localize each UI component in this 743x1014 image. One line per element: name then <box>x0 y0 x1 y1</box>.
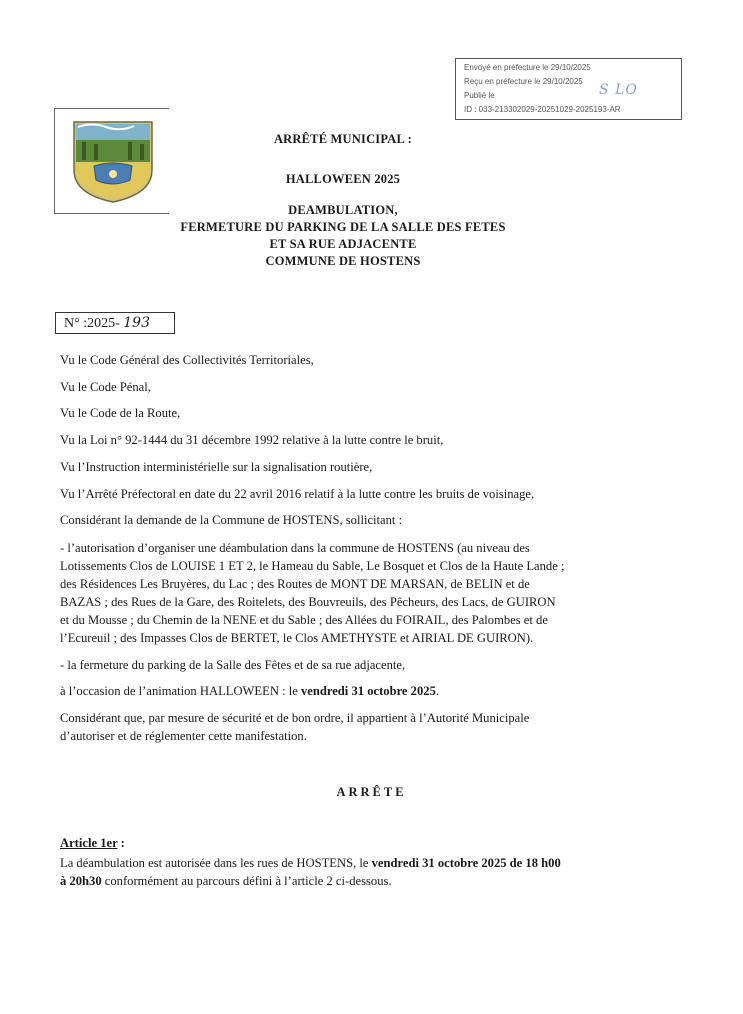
visa-cgct: Vu le Code Général des Collectivités Territoriales, <box>60 353 314 367</box>
visa-code-penal: Vu le Code Pénal, <box>60 380 151 394</box>
municipal-crest-logo <box>72 118 154 204</box>
decree-number-box <box>55 312 175 334</box>
visa-loi-bruit: Vu la Loi n° 92-1444 du 31 décembre 1992 relative à la lutte contre le bruit, <box>60 433 444 447</box>
article-1-text: La déambulation est autorisée dans les rues de HOSTENS, le <box>60 856 372 870</box>
prefecture-stamp <box>455 58 682 120</box>
request-line-1: - l’autorisation d’organiser une déambulation dans la commune de HOSTENS (au niveau des <box>60 541 530 555</box>
request-parking-closure: - la fermeture du parking de la Salle des Fêtes et de sa rue adjacente, <box>60 658 406 672</box>
considering-security-line-2: d’autoriser et de réglementer cette manifestation. <box>60 729 307 743</box>
request-line-4: BAZAS ; des Rues de la Gare, des Roitelets, des Bouvreuils, des Pêcheurs, des Lacs, de GUIRON <box>60 595 556 609</box>
stamp-id: ID : 033-213302029-20251029-2025193-AR <box>464 105 621 114</box>
visa-instruction: Vu l’Instruction interministérielle sur la signalisation routière, <box>60 460 373 474</box>
event-title: HALLOWEEN 2025 <box>285 172 401 186</box>
request-line-2: Lotissements Clos de LOUISE 1 ET 2, le Hameau du Sable, Le Bosquet et Clos de la Haute Lande ; <box>60 559 565 573</box>
request-line-5: et du Mousse ; du Chemin de la NENE et du Sable ; des Allées du FOIRAIL, des Palombes et de <box>60 613 548 627</box>
stamp-sent: Envoyé en préfecture le 29/10/2025 <box>464 63 591 72</box>
decree-number-handwritten: 193 <box>123 315 150 331</box>
article-1-date: vendredi 31 octobre 2025 de 18 h00 <box>371 856 561 870</box>
occasion-end: . <box>435 684 440 698</box>
article-1-end-time: à 20h30 <box>60 874 102 888</box>
considering-request: Considérant la demande de la Commune de HOSTENS, sollicitant : <box>60 513 403 527</box>
occasion-date: vendredi 31 octobre 2025 <box>300 684 436 698</box>
article-1-line-1 <box>60 854 561 872</box>
stamp-received: Reçu en préfecture le 29/10/2025 <box>464 77 583 86</box>
visa-arrete-prefectoral: Vu l’Arrêté Préfectoral en date du 22 avril 2016 relatif à la lutte contre les bruits de voisinage, <box>60 487 535 501</box>
article-1-text-end: conformément au parcours défini à l’article 2 ci-dessous. <box>101 874 392 888</box>
subject-line-2: FERMETURE DU PARKING DE LA SALLE DES FETES <box>180 220 506 234</box>
stamp-published-label: Publié le <box>464 91 495 100</box>
occasion-text: à l’occasion de l’animation HALLOWEEN : le <box>60 684 301 698</box>
request-line-3: des Résidences Les Bruyères, du Lac ; des Routes de MONT DE MARSAN, de BELIN et de <box>60 577 530 591</box>
visa-code-route: Vu le Code de la Route, <box>60 406 181 420</box>
decree-title: ARRÊTÉ MUNICIPAL : <box>273 132 413 146</box>
arrete-heading: ARRÊTE <box>336 785 407 799</box>
occasion-line <box>60 682 439 700</box>
article-1-line-2 <box>60 872 392 890</box>
stamp-published <box>464 82 681 103</box>
subject-line-4: COMMUNE DE HOSTENS <box>265 254 421 268</box>
article-1-colon: : <box>117 836 125 850</box>
request-line-6: l’Ecureuil ; des Impasses Clos de BERTET, le Clos AMETHYSTE et AIRIAL DE GUIRON). <box>60 631 534 645</box>
article-1-heading <box>60 836 125 851</box>
subject-line-1: DEAMBULATION, <box>288 203 398 217</box>
subject-line-3: ET SA RUE ADJACENTE <box>269 237 417 251</box>
article-1-label: Article 1er <box>60 836 118 850</box>
decree-number-prefix: N° :2025- <box>64 316 120 331</box>
considering-security-line-1: Considérant que, par mesure de sécurité et de bon ordre, il appartient à l’Autorité Municipale <box>60 711 530 725</box>
stamp-initials: S LO <box>599 82 638 98</box>
